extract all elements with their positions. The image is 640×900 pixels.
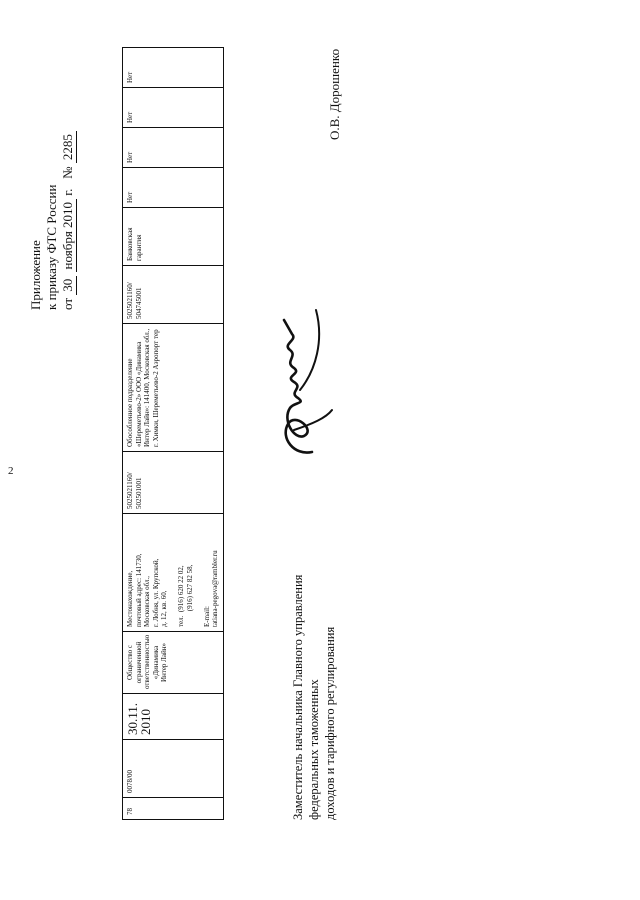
address-line: tatiana-pegova@rambler.ru xyxy=(211,550,219,627)
order-day: 30 xyxy=(60,276,77,295)
address-line: (916) 627 82 58, xyxy=(185,564,194,627)
inn-kpp: 5025021160/ 502501001 xyxy=(123,452,224,514)
organization-address xyxy=(123,514,224,632)
address-line: тел. (916) 620 22 02, xyxy=(177,565,185,627)
table-row xyxy=(123,48,224,820)
date-line2: 2010 xyxy=(138,709,153,735)
date-line1: 30.11. xyxy=(125,702,140,735)
registry-table xyxy=(122,47,224,820)
guarantee-type: Банковская гарантия xyxy=(123,208,224,266)
no-value: Нет xyxy=(123,88,224,128)
order-month-year: ноября 2010 xyxy=(60,199,77,273)
handwritten-signature xyxy=(254,300,344,460)
number-label: № xyxy=(60,166,75,179)
appendix-header xyxy=(28,30,77,310)
address-line: г. Лобня, ул. Крупской, xyxy=(151,558,160,627)
address-line xyxy=(169,518,178,627)
registration-date xyxy=(123,694,224,740)
branch-address: Обособленное подразделение «Шереметьево-2» ООО «Динамика Интер Лайн»: 141400, Московская обл., г. Химки, Шереметьево-2 Аэропорт тер xyxy=(123,324,224,452)
organization-name: Общество с ограниченной ответственностью «Динамика Интер Лайн» xyxy=(123,632,224,694)
address-line: почтовый адрес: 141730, xyxy=(134,553,143,627)
no-value: Нет xyxy=(123,168,224,208)
title-line: Заместитель начальника Главного управления xyxy=(291,574,305,820)
appendix-title: Приложение xyxy=(28,240,43,310)
title-line: федеральных таможенных xyxy=(307,679,321,820)
address-line: Московская обл., xyxy=(143,576,151,627)
signatory-title xyxy=(290,575,338,820)
no-value: Нет xyxy=(123,48,224,88)
branch-inn-kpp: 5025021160/ 504745001 xyxy=(123,266,224,324)
address-line: д. 12, кв. 60, xyxy=(160,590,168,627)
page-number: 2 xyxy=(8,465,14,477)
address-line: E-mail: xyxy=(202,606,211,627)
order-reference: к приказу ФТС России xyxy=(44,184,59,310)
order-date-line xyxy=(60,30,77,310)
address-line xyxy=(194,518,203,627)
title-line: доходов и тарифного регулирования xyxy=(323,626,337,820)
year-suffix: г. xyxy=(60,188,75,196)
address-line: Местонахождение, xyxy=(126,570,134,627)
signatory-name: О.В. Дорошенко xyxy=(327,48,342,140)
order-number: 2285 xyxy=(60,131,77,163)
row-number: 78 xyxy=(123,798,224,820)
date-prefix: от xyxy=(60,297,75,310)
registration-code: 0078/00 xyxy=(123,740,224,798)
no-value: Нет xyxy=(123,128,224,168)
